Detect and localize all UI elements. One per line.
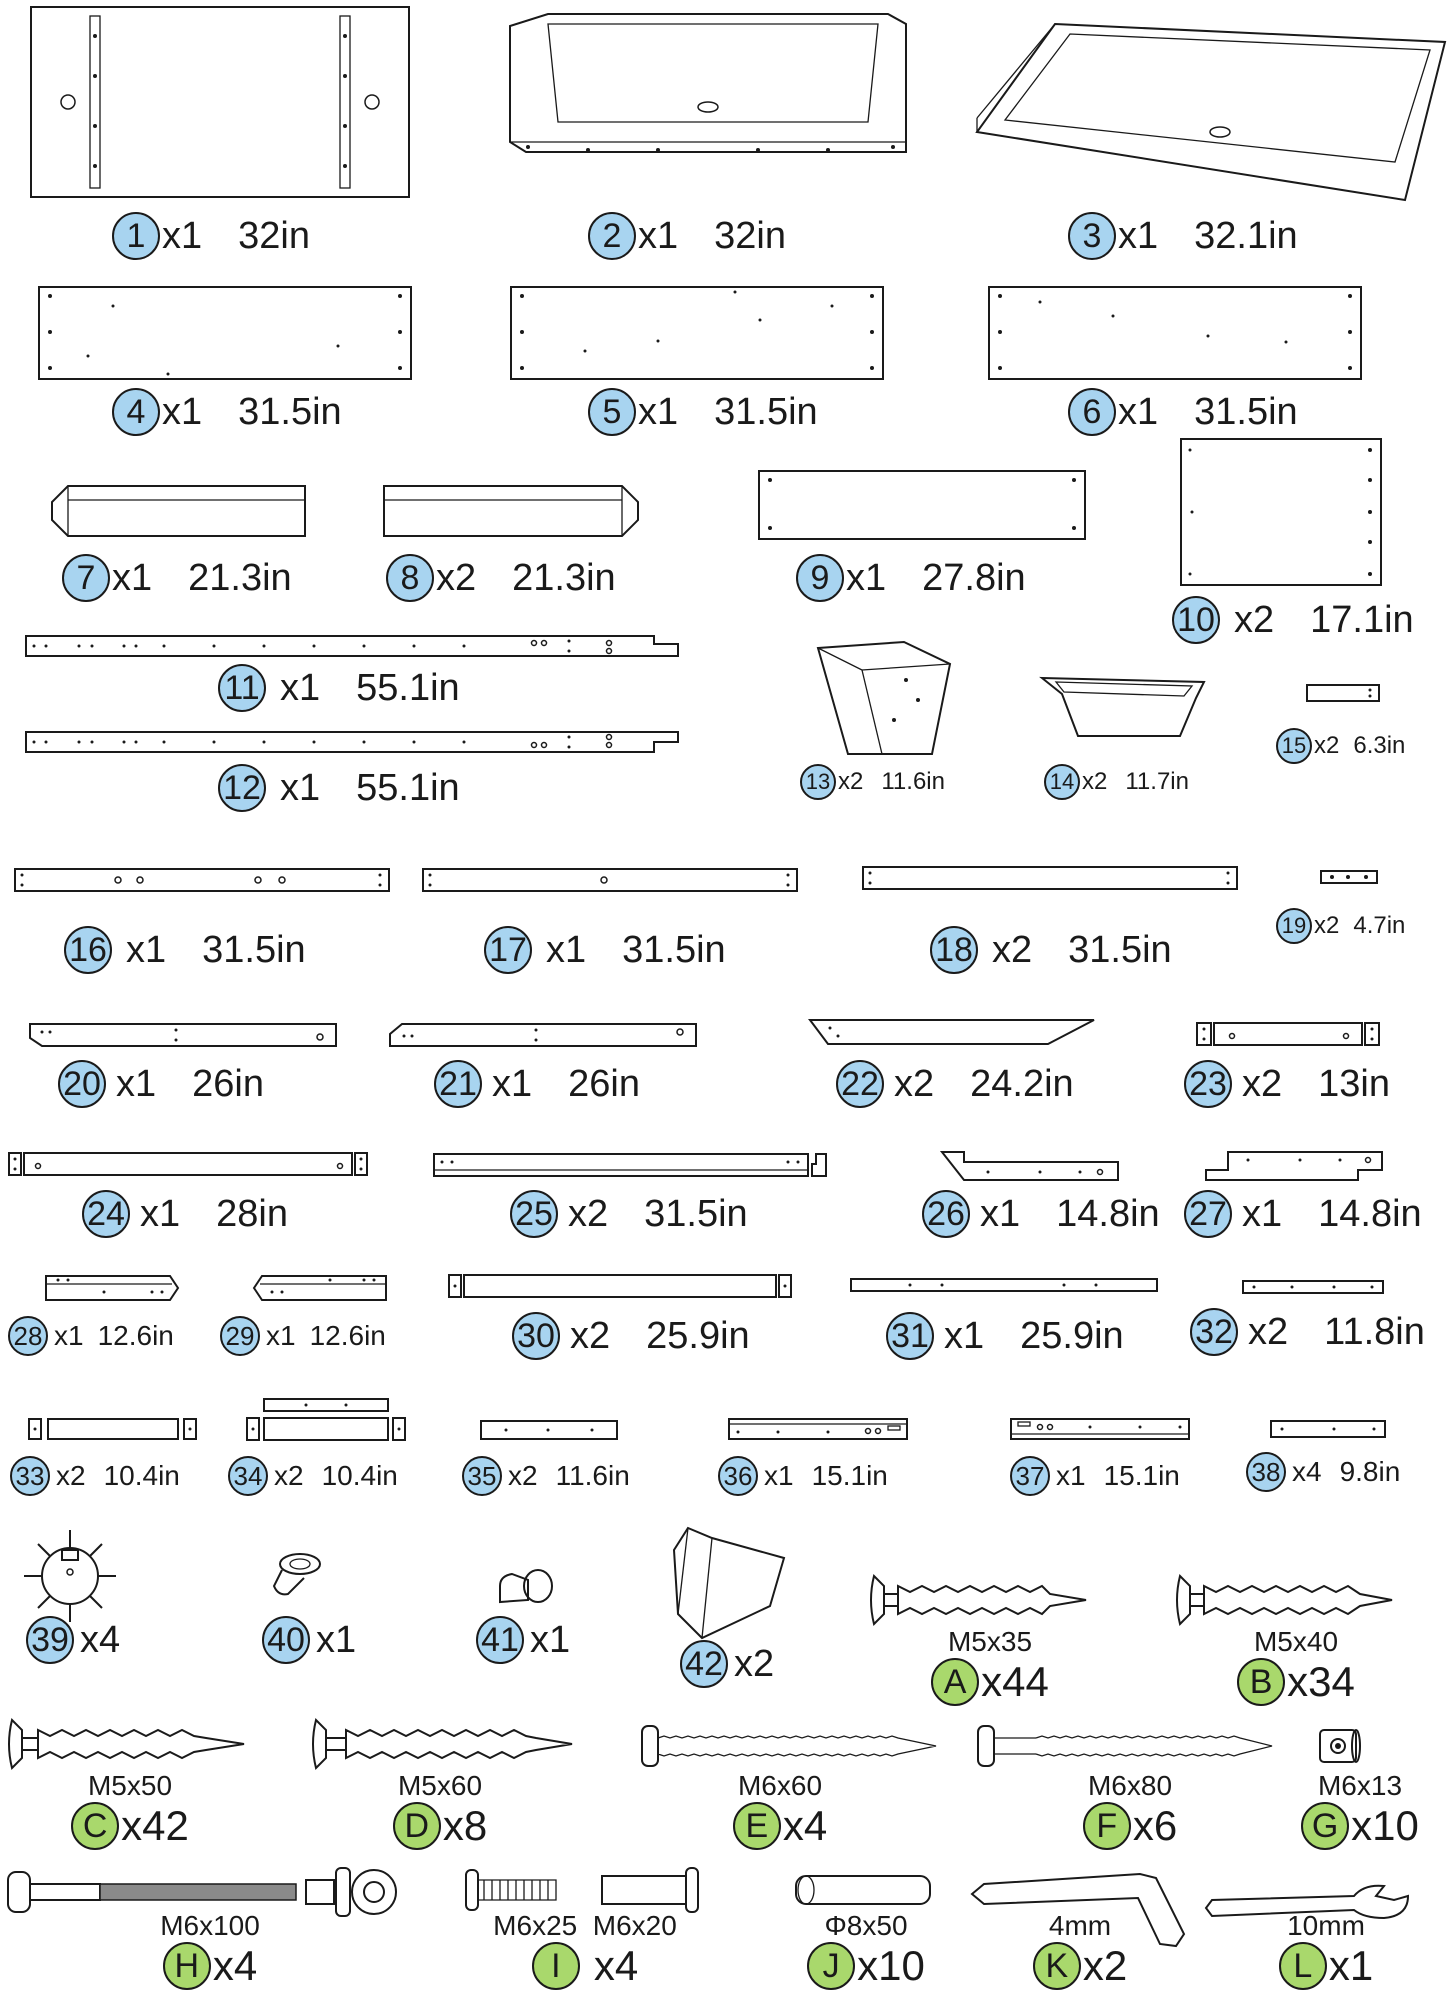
- part-17-length: 31.5in: [622, 928, 726, 971]
- part-31-badge: 31: [886, 1312, 934, 1360]
- part-38-length: 9.8in: [1339, 1456, 1401, 1487]
- part-29-badge: 29: [220, 1316, 260, 1356]
- part-42-drawing: [672, 1524, 788, 1640]
- part-28-qty: x1: [54, 1320, 84, 1351]
- part-27-drawing: [1204, 1150, 1384, 1182]
- part-11-length: 55.1in: [356, 666, 460, 709]
- hardware-L: [1246, 1910, 1406, 1990]
- part-22-qty: x2: [894, 1062, 935, 1105]
- part-6-badge: 6: [1068, 388, 1116, 436]
- hardware-F-size: M6x80: [1087, 1770, 1173, 1801]
- part-13-length: 11.6in: [881, 768, 945, 795]
- part-8-qty: x2: [436, 556, 477, 599]
- part-10-drawing: [1180, 438, 1384, 588]
- hardware-I-size: [470, 1910, 700, 1942]
- part-25-label: [510, 1190, 748, 1238]
- screw-C-icon: [8, 1716, 248, 1772]
- part-22-label: [836, 1060, 1074, 1108]
- part-19-drawing: [1320, 870, 1380, 886]
- part-39-badge: 39: [26, 1616, 74, 1664]
- hardware-F-qty: x6: [1132, 1802, 1178, 1849]
- part-40-badge: 40: [262, 1616, 310, 1664]
- part-15-badge: 15: [1276, 728, 1312, 764]
- part-20-length: 26in: [192, 1062, 264, 1105]
- part-41-label: [476, 1616, 570, 1664]
- hardware-D-qty: x8: [442, 1802, 488, 1849]
- part-13-drawing: [816, 640, 952, 758]
- part-2-drawing: [508, 12, 908, 187]
- part-14-length: 11.7in: [1125, 768, 1189, 795]
- part-29-qty: x1: [266, 1320, 296, 1351]
- hardware-H-qty: x4: [212, 1942, 258, 1989]
- part-15-qty: x2: [1314, 732, 1340, 759]
- part-36-badge: 36: [718, 1456, 758, 1496]
- part-28-length: 12.6in: [97, 1320, 174, 1351]
- part-39-drawing: [22, 1528, 118, 1624]
- part-27-length: 14.8in: [1318, 1192, 1422, 1235]
- part-33-badge: 33: [10, 1456, 50, 1496]
- part-40-qty: x1: [316, 1618, 357, 1661]
- part-26-drawing: [940, 1150, 1120, 1182]
- part-10-length: 17.1in: [1310, 598, 1414, 641]
- part-26-label: [922, 1190, 1160, 1238]
- part-1-label: [112, 212, 310, 260]
- part-12-qty: x1: [280, 766, 321, 809]
- hardware-L-badge: L: [1279, 1942, 1327, 1990]
- part-12-drawing: [24, 730, 680, 756]
- part-34-label: [228, 1456, 398, 1496]
- part-41-qty: x1: [530, 1618, 571, 1661]
- part-18-drawing: [862, 866, 1240, 892]
- part-17-drawing: [422, 868, 800, 894]
- part-5-badge: 5: [588, 388, 636, 436]
- part-21-badge: 21: [434, 1060, 482, 1108]
- part-41-badge: 41: [476, 1616, 524, 1664]
- hardware-I-size-1: M6x25: [493, 1910, 578, 1941]
- part-6-qty: x1: [1118, 390, 1159, 433]
- part-18-badge: 18: [930, 926, 978, 974]
- hardware-C-qty: x42: [121, 1802, 189, 1849]
- part-27-label: [1184, 1190, 1422, 1238]
- part-38-qty: x4: [1292, 1456, 1322, 1487]
- part-5-drawing: [510, 286, 886, 382]
- hardware-K-qty: x2: [1082, 1942, 1128, 1989]
- screw-D-icon: [312, 1716, 576, 1772]
- part-21-length: 26in: [568, 1062, 640, 1105]
- part-11-badge: 11: [218, 664, 266, 712]
- part-10-badge: 10: [1172, 596, 1220, 644]
- dowel-J-icon: [794, 1874, 934, 1908]
- part-42-qty: x2: [734, 1642, 775, 1685]
- part-23-length: 13in: [1318, 1062, 1390, 1105]
- part-34-drawing: [246, 1398, 406, 1444]
- hardware-I-badge: I: [532, 1942, 580, 1990]
- hardware-C-size: M5x50: [87, 1770, 173, 1801]
- part-12-badge: 12: [218, 764, 266, 812]
- part-4-qty: x1: [162, 390, 203, 433]
- part-18-label: [930, 926, 1172, 974]
- part-12-length: 55.1in: [356, 766, 460, 809]
- part-23-badge: 23: [1184, 1060, 1232, 1108]
- hardware-J: [776, 1910, 956, 1990]
- part-36-label: [718, 1456, 888, 1496]
- hardware-H-badge: H: [163, 1942, 211, 1990]
- part-7-badge: 7: [62, 554, 110, 602]
- part-16-badge: 16: [64, 926, 112, 974]
- part-6-label: [1068, 388, 1298, 436]
- hardware-C: [40, 1770, 220, 1850]
- part-1-badge: 1: [112, 212, 160, 260]
- part-17-badge: 17: [484, 926, 532, 974]
- hardware-K-size: 4mm: [1048, 1910, 1112, 1941]
- hardware-E: [690, 1770, 870, 1850]
- part-4-drawing: [38, 286, 414, 382]
- part-4-length: 31.5in: [238, 390, 342, 433]
- part-16-qty: x1: [126, 928, 167, 971]
- barrel-nut-G-icon: [1318, 1726, 1362, 1766]
- part-22-length: 24.2in: [970, 1062, 1074, 1105]
- part-32-qty: x2: [1248, 1310, 1289, 1353]
- part-30-qty: x2: [570, 1314, 611, 1357]
- part-21-drawing: [388, 1022, 698, 1048]
- part-27-badge: 27: [1184, 1190, 1232, 1238]
- part-19-length: 4.7in: [1353, 912, 1406, 939]
- part-20-badge: 20: [58, 1060, 106, 1108]
- part-19-qty: x2: [1314, 912, 1340, 939]
- part-34-badge: 34: [228, 1456, 268, 1496]
- part-23-drawing: [1196, 1022, 1382, 1048]
- part-21-qty: x1: [492, 1062, 533, 1105]
- part-32-length: 11.8in: [1324, 1310, 1425, 1353]
- part-35-label: [462, 1456, 630, 1496]
- hardware-L-qty: x1: [1328, 1942, 1374, 1989]
- hardware-L-size: 10mm: [1287, 1910, 1365, 1941]
- part-31-length: 25.9in: [1020, 1314, 1124, 1357]
- part-14-qty: x2: [1082, 768, 1108, 795]
- part-15-length: 6.3in: [1353, 732, 1406, 759]
- part-32-drawing: [1242, 1280, 1386, 1296]
- part-36-length: 15.1in: [811, 1460, 888, 1491]
- part-26-badge: 26: [922, 1190, 970, 1238]
- part-22-badge: 22: [836, 1060, 884, 1108]
- part-14-label: [1044, 764, 1189, 800]
- hardware-E-size: M6x60: [737, 1770, 823, 1801]
- part-7-length: 21.3in: [188, 556, 292, 599]
- hardware-D-size: M5x60: [397, 1770, 483, 1801]
- part-9-length: 27.8in: [922, 556, 1026, 599]
- part-21-label: [434, 1060, 640, 1108]
- hardware-I-qty: x4: [593, 1942, 639, 1989]
- part-29-label: [220, 1316, 386, 1356]
- hardware-B: [1206, 1626, 1386, 1706]
- part-24-drawing: [8, 1152, 370, 1178]
- part-24-length: 28in: [216, 1192, 288, 1235]
- hardware-G-qty: x10: [1351, 1802, 1419, 1849]
- part-5-label: [588, 388, 818, 436]
- part-33-qty: x2: [56, 1460, 86, 1491]
- part-29-drawing: [252, 1274, 388, 1302]
- part-37-drawing: [1010, 1418, 1192, 1442]
- part-18-length: 31.5in: [1068, 928, 1172, 971]
- part-20-label: [58, 1060, 264, 1108]
- part-20-qty: x1: [116, 1062, 157, 1105]
- part-28-badge: 28: [8, 1316, 48, 1356]
- part-37-qty: x1: [1056, 1460, 1086, 1491]
- part-1-length: 32in: [238, 214, 310, 257]
- part-30-drawing: [448, 1274, 794, 1300]
- bolt-I-icon: [464, 1864, 700, 1916]
- part-19-label: [1276, 908, 1405, 944]
- hardware-A-badge: A: [931, 1658, 979, 1706]
- part-3-qty: x1: [1118, 214, 1159, 257]
- hardware-B-qty: x34: [1287, 1658, 1355, 1705]
- part-3-label: [1068, 212, 1298, 260]
- part-2-length: 32in: [714, 214, 786, 257]
- hardware-E-qty: x4: [782, 1802, 828, 1849]
- hardware-B-size: M5x40: [1253, 1626, 1339, 1657]
- part-41-drawing: [498, 1566, 558, 1606]
- part-38-drawing: [1270, 1420, 1388, 1440]
- part-32-badge: 32: [1190, 1308, 1238, 1356]
- part-17-label: [484, 926, 726, 974]
- hardware-C-badge: C: [71, 1802, 119, 1850]
- part-1-drawing: [30, 6, 410, 200]
- part-42-label: [680, 1640, 774, 1688]
- hardware-D: [350, 1770, 530, 1850]
- hardware-J-badge: J: [807, 1942, 855, 1990]
- part-35-qty: x2: [508, 1460, 538, 1491]
- hardware-G-size: M6x13: [1317, 1770, 1403, 1801]
- part-9-badge: 9: [796, 554, 844, 602]
- screw-F-icon: [976, 1724, 1276, 1768]
- part-26-length: 14.8in: [1056, 1192, 1160, 1235]
- hardware-B-badge: B: [1237, 1658, 1285, 1706]
- part-8-length: 21.3in: [512, 556, 616, 599]
- part-29-length: 12.6in: [309, 1320, 386, 1351]
- part-8-badge: 8: [386, 554, 434, 602]
- part-35-drawing: [480, 1420, 620, 1442]
- part-36-qty: x1: [764, 1460, 794, 1491]
- hardware-F-badge: F: [1083, 1802, 1131, 1850]
- part-25-badge: 25: [510, 1190, 558, 1238]
- hardware-F: [1040, 1770, 1220, 1850]
- part-14-badge: 14: [1044, 764, 1080, 800]
- part-35-badge: 35: [462, 1456, 502, 1496]
- part-3-badge: 3: [1068, 212, 1116, 260]
- part-9-drawing: [758, 470, 1088, 542]
- part-18-qty: x2: [992, 928, 1033, 971]
- part-39-label: [26, 1616, 120, 1664]
- part-22-drawing: [808, 1018, 1098, 1046]
- hardware-D-badge: D: [393, 1802, 441, 1850]
- part-23-qty: x2: [1242, 1062, 1283, 1105]
- part-13-badge: 13: [800, 764, 836, 800]
- part-13-label: [800, 764, 945, 800]
- part-37-badge: 37: [1010, 1456, 1050, 1496]
- part-25-qty: x2: [568, 1192, 609, 1235]
- hardware-K-badge: K: [1033, 1942, 1081, 1990]
- part-19-badge: 19: [1276, 908, 1312, 944]
- part-38-label: [1246, 1452, 1400, 1492]
- part-2-qty: x1: [638, 214, 679, 257]
- part-37-label: [1010, 1456, 1180, 1496]
- part-11-qty: x1: [280, 666, 321, 709]
- part-14-drawing: [1040, 676, 1206, 738]
- part-31-qty: x1: [944, 1314, 985, 1357]
- hardware-E-badge: E: [733, 1802, 781, 1850]
- part-36-drawing: [728, 1418, 910, 1442]
- part-6-length: 31.5in: [1194, 390, 1298, 433]
- hardware-G: [1280, 1770, 1440, 1850]
- part-7-drawing: [50, 484, 308, 540]
- part-11-label: [218, 664, 460, 712]
- part-40-drawing: [264, 1550, 324, 1602]
- part-26-qty: x1: [980, 1192, 1021, 1235]
- hardware-I-size-2: M6x20: [592, 1910, 677, 1941]
- part-9-qty: x1: [846, 556, 887, 599]
- part-10-qty: x2: [1234, 598, 1275, 641]
- part-7-label: [62, 554, 292, 602]
- hardware-H: [110, 1910, 310, 1990]
- part-7-qty: x1: [112, 556, 153, 599]
- part-34-qty: x2: [274, 1460, 304, 1491]
- hardware-A-size: M5x35: [947, 1626, 1033, 1657]
- part-24-badge: 24: [82, 1190, 130, 1238]
- part-31-label: [886, 1312, 1124, 1360]
- part-4-label: [112, 388, 342, 436]
- part-1-qty: x1: [162, 214, 203, 257]
- hardware-J-size: Φ8x50: [824, 1910, 908, 1941]
- part-5-length: 31.5in: [714, 390, 818, 433]
- part-33-drawing: [28, 1418, 198, 1442]
- part-4-badge: 4: [112, 388, 160, 436]
- part-2-label: [588, 212, 786, 260]
- screw-E-icon: [640, 1724, 940, 1768]
- part-16-label: [64, 926, 306, 974]
- part-30-badge: 30: [512, 1312, 560, 1360]
- hardware-J-qty: x10: [857, 1942, 925, 1989]
- part-16-length: 31.5in: [202, 928, 306, 971]
- part-3-length: 32.1in: [1194, 214, 1298, 257]
- part-10-label: [1172, 596, 1414, 644]
- part-24-qty: x1: [140, 1192, 181, 1235]
- part-16-drawing: [14, 868, 392, 894]
- screw-B-icon: [1176, 1572, 1396, 1628]
- hardware-I: [470, 1910, 700, 1990]
- part-17-qty: x1: [546, 928, 587, 971]
- part-30-length: 25.9in: [646, 1314, 750, 1357]
- hardware-A-qty: x44: [981, 1658, 1049, 1705]
- hardware-A: [900, 1626, 1080, 1706]
- part-25-drawing: [432, 1152, 828, 1180]
- part-28-label: [8, 1316, 174, 1356]
- part-39-qty: x4: [80, 1618, 121, 1661]
- part-2-badge: 2: [588, 212, 636, 260]
- part-35-length: 11.6in: [555, 1460, 630, 1491]
- part-42-badge: 42: [680, 1640, 728, 1688]
- part-8-drawing: [382, 484, 640, 540]
- part-30-label: [512, 1312, 750, 1360]
- part-23-label: [1184, 1060, 1390, 1108]
- part-31-drawing: [850, 1278, 1160, 1294]
- hardware-H-size: M6x100: [160, 1910, 260, 1941]
- part-3-drawing: [975, 22, 1445, 202]
- part-8-label: [386, 554, 616, 602]
- part-28-drawing: [44, 1274, 180, 1302]
- part-27-qty: x1: [1242, 1192, 1283, 1235]
- part-34-length: 10.4in: [321, 1460, 398, 1491]
- part-32-label: [1190, 1308, 1425, 1356]
- part-24-label: [82, 1190, 288, 1238]
- part-25-length: 31.5in: [644, 1192, 748, 1235]
- part-20-drawing: [28, 1022, 338, 1048]
- part-5-qty: x1: [638, 390, 679, 433]
- part-15-label: [1276, 728, 1405, 764]
- screw-A-icon: [870, 1572, 1090, 1628]
- part-37-length: 15.1in: [1103, 1460, 1180, 1491]
- part-15-drawing: [1306, 684, 1382, 704]
- part-9-label: [796, 554, 1026, 602]
- part-38-badge: 38: [1246, 1452, 1286, 1492]
- part-33-length: 10.4in: [103, 1460, 180, 1491]
- hardware-K: [1000, 1910, 1160, 1990]
- part-13-qty: x2: [838, 768, 864, 795]
- part-6-drawing: [988, 286, 1364, 382]
- part-40-label: [262, 1616, 356, 1664]
- part-12-label: [218, 764, 460, 812]
- part-11-drawing: [24, 634, 680, 660]
- hardware-G-badge: G: [1301, 1802, 1349, 1850]
- part-33-label: [10, 1456, 180, 1496]
